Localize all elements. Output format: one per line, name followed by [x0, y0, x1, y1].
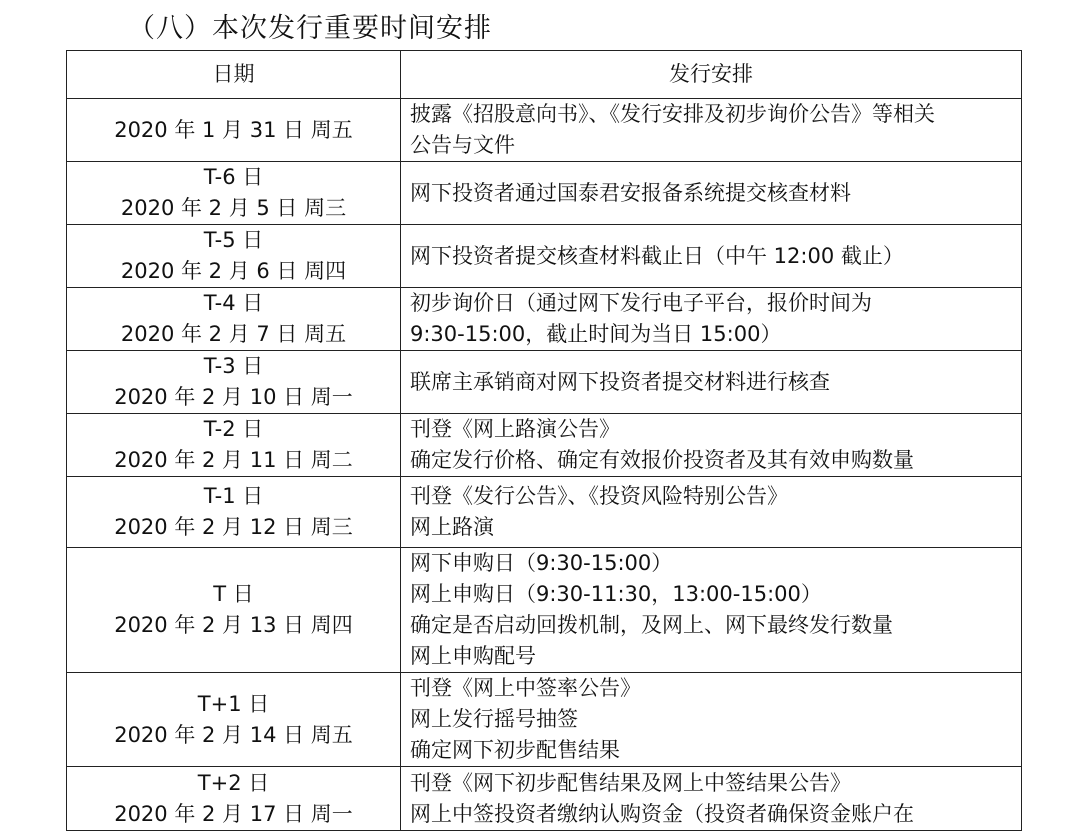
date-line: 2020 年 2 月 7 日 周五	[120, 322, 347, 346]
schedule-table	[66, 50, 1022, 831]
section-heading: （八）本次发行重要时间安排	[128, 13, 492, 44]
table-row	[67, 225, 1022, 288]
date-cell	[67, 548, 401, 673]
header-date: 日期	[67, 51, 401, 99]
plan-line: 网下投资者提交核查材料截止日（中午 12:00 截止）	[410, 243, 904, 268]
plan-line: 网下投资者通过国泰君安报备系统提交核查材料	[410, 180, 851, 205]
table-row	[67, 414, 1022, 477]
plan-line: 网上发行摇号抽签	[410, 707, 578, 731]
date-line: T-2 日	[203, 417, 264, 441]
date-cell	[67, 673, 401, 767]
plan-cell	[401, 673, 1022, 767]
plan-line: 刊登《网下初步配售结果及网上中签结果公告》	[410, 770, 851, 795]
date-cell	[67, 225, 401, 288]
plan-cell	[401, 225, 1022, 288]
date-line: T-6 日	[203, 165, 264, 189]
plan-line: 网上路演	[410, 515, 494, 539]
table-row	[67, 767, 1022, 831]
table-row	[67, 162, 1022, 225]
date-line: T+2 日	[197, 770, 270, 795]
date-line: 2020 年 2 月 14 日 周五	[114, 722, 353, 747]
date-line: 2020 年 2 月 17 日 周一	[114, 801, 353, 826]
plan-cell	[401, 99, 1022, 162]
date-cell	[67, 99, 401, 162]
plan-line: 确定发行价格、确定有效报价投资者及其有效申购数量	[410, 448, 914, 472]
date-cell	[67, 162, 401, 225]
date-cell	[67, 351, 401, 414]
date-line: T 日	[213, 582, 254, 606]
plan-cell	[401, 414, 1022, 477]
table-row	[67, 351, 1022, 414]
date-line: 2020 年 1 月 31 日 周五	[114, 117, 353, 142]
table-row	[67, 673, 1022, 767]
date-line: T-1 日	[203, 484, 264, 508]
date-line: T-5 日	[203, 228, 264, 252]
date-line: 2020 年 2 月 13 日 周四	[114, 613, 353, 637]
plan-cell	[401, 288, 1022, 351]
plan-line: 9:30-15:00，截止时间为当日 15:00）	[410, 322, 782, 346]
plan-line: 确定是否启动回拨机制，及网上、网下最终发行数量	[410, 613, 893, 637]
plan-line: 网下申购日（9:30-15:00）	[410, 551, 673, 575]
date-line: T-3 日	[203, 354, 264, 378]
plan-line: 确定网下初步配售结果	[410, 738, 620, 762]
date-line: T-4 日	[203, 291, 264, 315]
plan-line: 刊登《网上路演公告》	[410, 417, 620, 441]
date-line: 2020 年 2 月 6 日 周四	[120, 259, 347, 283]
table-row	[67, 477, 1022, 548]
date-cell	[67, 288, 401, 351]
plan-cell	[401, 351, 1022, 414]
date-line: 2020 年 2 月 5 日 周三	[120, 196, 347, 220]
date-line: T+1 日	[197, 691, 270, 716]
date-line: 2020 年 2 月 12 日 周三	[114, 515, 353, 539]
plan-line: 公告与文件	[410, 133, 515, 157]
plan-line: 网上中签投资者缴纳认购资金（投资者确保资金账户在	[410, 801, 914, 826]
plan-cell	[401, 477, 1022, 548]
plan-line: 联席主承销商对网下投资者提交材料进行核查	[410, 369, 830, 394]
date-line: 2020 年 2 月 10 日 周一	[114, 385, 353, 409]
date-cell	[67, 414, 401, 477]
table-row	[67, 548, 1022, 673]
plan-cell	[401, 162, 1022, 225]
plan-line: 披露《招股意向书》、《发行安排及初步询价公告》等相关	[410, 102, 935, 126]
plan-line: 网上申购日（9:30-11:30，13:00-15:00）	[410, 582, 822, 606]
plan-cell	[401, 767, 1022, 831]
plan-line: 网上申购配号	[410, 644, 536, 668]
plan-cell	[401, 548, 1022, 673]
date-cell	[67, 477, 401, 548]
table-row	[67, 99, 1022, 162]
table-header-row	[67, 51, 1022, 99]
plan-line: 刊登《发行公告》、《投资风险特别公告》	[410, 484, 788, 508]
header-plan: 发行安排	[401, 51, 1022, 99]
table-row	[67, 288, 1022, 351]
plan-line: 初步询价日（通过网下发行电子平台，报价时间为	[410, 291, 872, 315]
date-line: 2020 年 2 月 11 日 周二	[114, 448, 353, 472]
date-cell	[67, 767, 401, 831]
plan-line: 刊登《网上中签率公告》	[410, 676, 641, 700]
